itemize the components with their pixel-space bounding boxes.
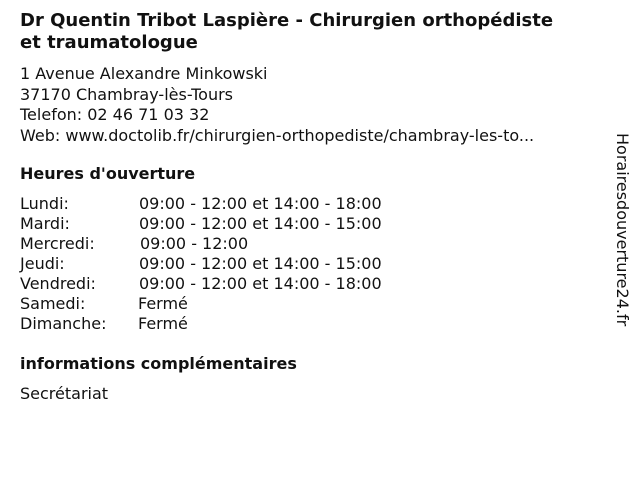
website-link[interactable]: Web: www.doctolib.fr/chirurgien-orthopediste/chambray-les-to... (20, 125, 535, 145)
site-watermark: Horairesdouverture24.fr (613, 133, 632, 327)
day-label: Mercredi: (20, 234, 95, 253)
day-label: Lundi: (20, 194, 69, 213)
contact-details (20, 64, 534, 146)
additional-info-heading: informations complémentaires (20, 354, 297, 373)
page-title: Dr Quentin Tribot Laspière - Chirurgien orthopédiste et traumatologue (20, 10, 554, 53)
day-hours: 09:00 - 12:00 et 14:00 - 18:00 (139, 194, 382, 213)
day-hours: 09:00 - 12:00 et 14:00 - 15:00 (139, 214, 382, 233)
day-label: Dimanche: (20, 314, 107, 333)
day-label: Vendredi: (20, 274, 96, 293)
day-label: Mardi: (20, 214, 70, 233)
address-city: 37170 Chambray-lès-Tours (20, 84, 234, 104)
day-label: Samedi: (20, 294, 86, 313)
phone-number: Telefon: 02 46 71 03 32 (20, 105, 210, 124)
address-street: 1 Avenue Alexandre Minkowski (20, 64, 268, 83)
additional-info-text: Secrétariat (20, 384, 109, 403)
opening-hours-heading: Heures d'ouverture (20, 164, 196, 183)
day-hours: 09:00 - 12:00 (140, 234, 249, 253)
day-label: Jeudi: (20, 254, 65, 273)
day-hours: Fermé (138, 314, 188, 333)
day-hours: 09:00 - 12:00 et 14:00 - 15:00 (139, 254, 382, 273)
day-hours: Fermé (138, 294, 188, 313)
day-hours: 09:00 - 12:00 et 14:00 - 18:00 (139, 274, 382, 293)
